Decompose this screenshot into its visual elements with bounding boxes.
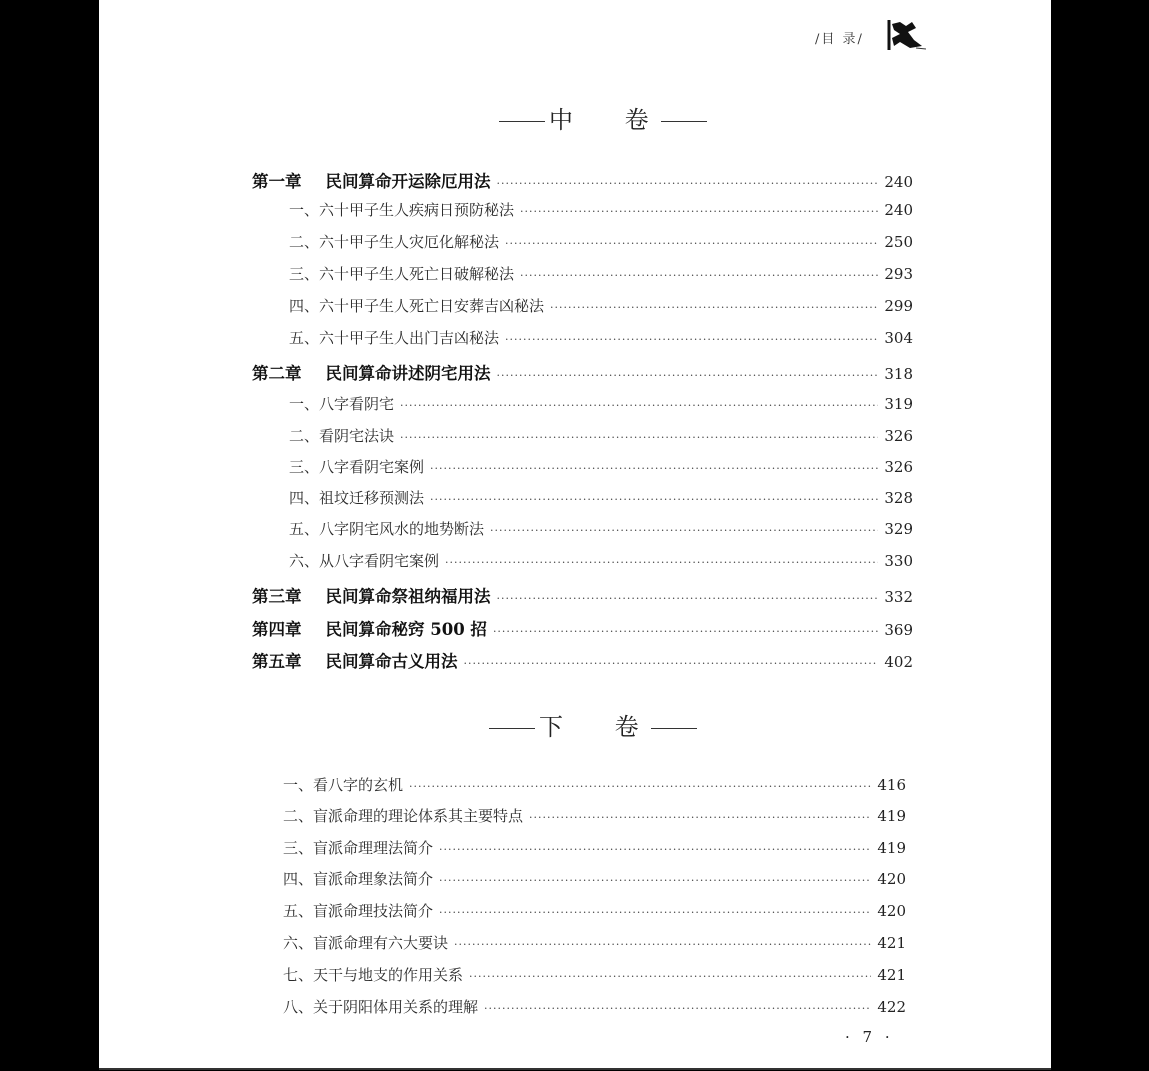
toc-section-entry <box>283 900 906 922</box>
entry-title: 一、八字看阴宅 <box>289 395 395 413</box>
page-ref: 369 <box>884 621 913 639</box>
entry-title: 六、从八字看阴宅案例 <box>289 552 440 570</box>
entry-title: 二、六十甲子生人灾厄化解秘法 <box>289 233 500 251</box>
toc-section-entry <box>289 263 913 285</box>
toc-section-entry <box>289 550 913 572</box>
toc-section-entry <box>289 327 913 349</box>
toc-section-entry <box>289 487 913 509</box>
chapter-number: 第二章 <box>252 364 302 383</box>
page-ref: 293 <box>884 265 913 283</box>
chapter-title: 民间算命秘窍 500 招 <box>325 620 487 639</box>
entry-title: 三、六十甲子生人死亡日破解秘法 <box>289 265 515 283</box>
toc-section-entry <box>289 425 913 447</box>
leader-dots <box>497 369 879 382</box>
page-ref: 328 <box>884 489 913 507</box>
entry-title <box>252 648 458 672</box>
entry-title: 二、盲派命理的理论体系其主要特点 <box>283 807 524 825</box>
leader-dots <box>430 462 878 475</box>
leader-dots <box>454 938 871 951</box>
chapter-title: 民间算命祭祖纳福用法 <box>325 587 491 606</box>
page-ref: 421 <box>877 966 906 984</box>
toc-section-entry <box>289 456 913 478</box>
entry-title <box>252 583 491 607</box>
toc-section-entry <box>289 199 913 221</box>
page-ref: 420 <box>877 902 906 920</box>
entry-title <box>252 168 491 192</box>
page-ref: 304 <box>884 329 913 347</box>
toc-section-entry <box>289 518 913 540</box>
entry-title: 四、盲派命理象法简介 <box>283 870 434 888</box>
page-ref: 318 <box>884 365 913 383</box>
entry-title: 四、六十甲子生人死亡日安葬吉凶秘法 <box>289 297 545 315</box>
toc-section-entry <box>283 805 906 827</box>
page-ref: 299 <box>884 297 913 315</box>
toc-chapter-entry <box>252 168 913 190</box>
toc-chapter-entry <box>252 648 913 670</box>
toc-chapter-entry <box>252 616 913 638</box>
toc-section-entry <box>283 837 906 859</box>
entry-title: 三、盲派命理理法简介 <box>283 839 434 857</box>
leader-dots <box>400 431 878 444</box>
leader-dots <box>497 592 879 605</box>
leader-dots <box>464 657 879 670</box>
page-ref: 419 <box>877 807 906 825</box>
toc-section-entry <box>283 996 906 1018</box>
document-page <box>99 0 1051 1070</box>
toc-section-entry <box>289 231 913 253</box>
page-number: · 7 · <box>845 1028 894 1046</box>
decorative-emblem-icon <box>886 18 926 52</box>
page-ref: 326 <box>884 458 913 476</box>
page-ref: 330 <box>884 552 913 570</box>
toc-section-entry <box>283 868 906 890</box>
page-ref: 250 <box>884 233 913 251</box>
leader-dots <box>493 625 878 638</box>
page-ref: 419 <box>877 839 906 857</box>
leader-dots <box>550 301 878 314</box>
entry-title: 六、盲派命理有六大要诀 <box>283 934 449 952</box>
page-ref: 240 <box>884 173 913 191</box>
chapter-title: 民间算命古义用法 <box>325 652 458 671</box>
entry-title: 五、八字阴宅风水的地势断法 <box>289 520 485 538</box>
leader-dots <box>505 333 878 346</box>
page-ref: 240 <box>884 201 913 219</box>
toc-chapter-entry <box>252 360 913 382</box>
leader-dots <box>505 237 878 250</box>
page-ref: 420 <box>877 870 906 888</box>
leader-dots <box>439 874 871 887</box>
page-ref: 422 <box>877 998 906 1016</box>
toc-section-entry <box>289 393 913 415</box>
toc-section-entry <box>289 295 913 317</box>
toc-section-entry <box>283 932 906 954</box>
page-ref: 319 <box>884 395 913 413</box>
running-header: /目 录/ <box>815 32 864 47</box>
chapter-number: 第三章 <box>252 587 302 606</box>
chapter-number: 第五章 <box>252 652 302 671</box>
page-ref: 332 <box>884 588 913 606</box>
toc-section-entry <box>283 774 906 796</box>
leader-dots <box>520 269 878 282</box>
entry-title: 四、祖坟迁移预测法 <box>289 489 425 507</box>
leader-dots <box>529 811 871 824</box>
toc-chapter-entry <box>252 583 913 605</box>
chapter-number: 第一章 <box>252 172 302 191</box>
page-ref: 329 <box>884 520 913 538</box>
entry-title: 二、看阴宅法诀 <box>289 427 395 445</box>
leader-dots <box>445 556 878 569</box>
page-ref: 421 <box>877 934 906 952</box>
entry-title: 三、八字看阴宅案例 <box>289 458 425 476</box>
chapter-number: 第四章 <box>252 620 302 639</box>
entry-title: 八、关于阴阳体用关系的理解 <box>283 998 479 1016</box>
middle-volume-heading: 中 卷 <box>495 100 711 135</box>
leader-dots <box>469 970 871 983</box>
page-ref: 326 <box>884 427 913 445</box>
leader-dots <box>439 906 871 919</box>
page-ref: 402 <box>884 653 913 671</box>
entry-title: 一、看八字的玄机 <box>283 776 404 794</box>
chapter-title: 民间算命开运除厄用法 <box>325 172 491 191</box>
page-ref: 416 <box>877 776 906 794</box>
leader-dots <box>430 493 878 506</box>
leader-dots <box>520 205 878 218</box>
leader-dots <box>409 780 871 793</box>
entry-title: 一、六十甲子生人疾病日预防秘法 <box>289 201 515 219</box>
toc-section-entry <box>283 964 906 986</box>
leader-dots <box>400 399 878 412</box>
leader-dots <box>497 177 879 190</box>
entry-title: 五、六十甲子生人出门吉凶秘法 <box>289 329 500 347</box>
entry-title <box>252 360 491 384</box>
entry-title: 五、盲派命理技法简介 <box>283 902 434 920</box>
entry-title <box>252 616 487 640</box>
entry-title: 七、天干与地支的作用关系 <box>283 966 464 984</box>
leader-dots <box>484 1002 871 1015</box>
leader-dots <box>439 843 871 856</box>
leader-dots <box>490 524 878 537</box>
chapter-title: 民间算命讲述阴宅用法 <box>325 364 491 383</box>
lower-volume-heading: 下 卷 <box>485 707 701 742</box>
